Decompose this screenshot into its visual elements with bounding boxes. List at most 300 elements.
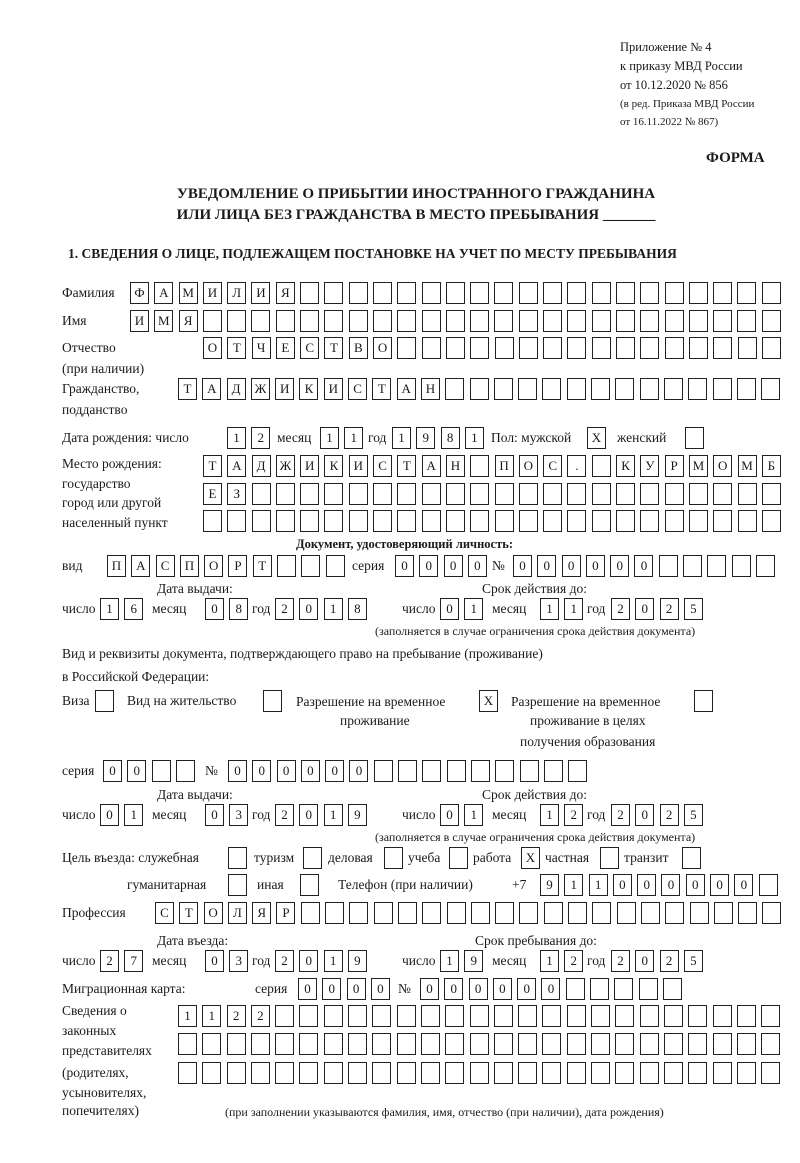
letter-cell[interactable]: 1 [124, 804, 143, 826]
letter-cell[interactable]: 1 [540, 598, 559, 620]
letter-cell[interactable] [762, 510, 781, 532]
birth-place-row2[interactable] [203, 483, 781, 505]
letter-cell[interactable] [299, 1062, 318, 1084]
letter-cell[interactable] [615, 378, 634, 400]
letter-cell[interactable] [592, 483, 611, 505]
letter-cell[interactable]: 0 [635, 950, 654, 972]
letter-cell[interactable] [762, 902, 781, 924]
letter-cell[interactable] [615, 1005, 634, 1027]
letter-cell[interactable]: А [154, 282, 173, 304]
letter-cell[interactable]: 8 [229, 598, 248, 620]
letter-cell[interactable]: А [397, 378, 416, 400]
birth-year-field[interactable] [392, 427, 484, 449]
letter-cell[interactable]: И [300, 455, 319, 477]
purpose-private-checkbox[interactable] [600, 847, 619, 869]
letter-cell[interactable] [349, 902, 368, 924]
letter-cell[interactable] [252, 483, 271, 505]
letter-cell[interactable]: П [107, 555, 126, 577]
id-number-field[interactable] [513, 555, 775, 577]
letter-cell[interactable]: 0 [444, 978, 463, 1000]
letter-cell[interactable] [445, 378, 464, 400]
residence-permit-checkbox[interactable] [263, 690, 282, 712]
letter-cell[interactable]: 9 [464, 950, 483, 972]
letter-cell[interactable]: Т [227, 337, 246, 359]
letter-cell[interactable]: И [251, 282, 270, 304]
letter-cell[interactable]: 0 [710, 874, 729, 896]
letter-cell[interactable] [665, 902, 684, 924]
letter-cell[interactable]: 0 [517, 978, 536, 1000]
letter-cell[interactable]: 1 [540, 804, 559, 826]
letter-cell[interactable] [446, 282, 465, 304]
letter-cell[interactable]: 0 [299, 950, 318, 972]
letter-cell[interactable] [276, 510, 295, 532]
letter-cell[interactable] [251, 310, 270, 332]
letter-cell[interactable] [568, 902, 587, 924]
letter-cell[interactable] [495, 510, 514, 532]
letter-cell[interactable]: 1 [320, 427, 339, 449]
letter-cell[interactable]: 0 [228, 760, 247, 782]
stay-valid-day-field[interactable] [440, 804, 483, 826]
letter-cell[interactable]: 0 [440, 804, 459, 826]
letter-cell[interactable] [446, 483, 465, 505]
letter-cell[interactable] [326, 555, 345, 577]
letter-cell[interactable] [445, 1033, 464, 1055]
letter-cell[interactable] [227, 1062, 246, 1084]
letter-cell[interactable]: 0 [420, 978, 439, 1000]
id-valid-month-field[interactable] [540, 598, 583, 620]
letter-cell[interactable] [384, 847, 403, 869]
letter-cell[interactable] [567, 282, 586, 304]
letter-cell[interactable] [397, 510, 416, 532]
stay-valid-month-field[interactable] [540, 804, 583, 826]
letter-cell[interactable] [422, 902, 441, 924]
letter-cell[interactable] [665, 337, 684, 359]
letter-cell[interactable]: 0 [371, 978, 390, 1000]
letter-cell[interactable] [397, 282, 416, 304]
letter-cell[interactable] [762, 282, 781, 304]
purpose-transit-checkbox[interactable] [682, 847, 701, 869]
letter-cell[interactable] [592, 282, 611, 304]
migration-series-field[interactable] [298, 978, 390, 1000]
letter-cell[interactable]: 2 [611, 804, 630, 826]
letter-cell[interactable] [761, 378, 780, 400]
letter-cell[interactable] [543, 282, 562, 304]
letter-cell[interactable] [567, 1062, 586, 1084]
edu-permit-checkbox[interactable] [694, 690, 713, 712]
id-series-field[interactable] [395, 555, 487, 577]
letter-cell[interactable] [567, 483, 586, 505]
letter-cell[interactable]: 0 [301, 760, 320, 782]
letter-cell[interactable] [614, 978, 633, 1000]
letter-cell[interactable] [518, 1033, 537, 1055]
letter-cell[interactable] [567, 1033, 586, 1055]
letter-cell[interactable] [422, 760, 441, 782]
letter-cell[interactable] [421, 1005, 440, 1027]
letter-cell[interactable]: 0 [103, 760, 122, 782]
letter-cell[interactable] [615, 1062, 634, 1084]
letter-cell[interactable] [447, 760, 466, 782]
letter-cell[interactable]: Ч [252, 337, 271, 359]
representatives-row2[interactable] [178, 1033, 780, 1055]
letter-cell[interactable] [690, 902, 709, 924]
letter-cell[interactable]: Е [203, 483, 222, 505]
letter-cell[interactable] [494, 1005, 513, 1027]
letter-cell[interactable] [544, 902, 563, 924]
letter-cell[interactable]: 0 [562, 555, 581, 577]
letter-cell[interactable]: 0 [205, 804, 224, 826]
letter-cell[interactable] [640, 378, 659, 400]
letter-cell[interactable] [422, 510, 441, 532]
letter-cell[interactable] [324, 282, 343, 304]
letter-cell[interactable]: 0 [613, 874, 632, 896]
letter-cell[interactable] [761, 1033, 780, 1055]
letter-cell[interactable] [567, 510, 586, 532]
letter-cell[interactable]: 0 [395, 555, 414, 577]
letter-cell[interactable] [397, 310, 416, 332]
letter-cell[interactable]: И [324, 378, 343, 400]
letter-cell[interactable]: Я [276, 282, 295, 304]
stay-until-month-field[interactable] [540, 950, 583, 972]
letter-cell[interactable]: Е [276, 337, 295, 359]
letter-cell[interactable] [495, 337, 514, 359]
letter-cell[interactable] [397, 483, 416, 505]
letter-cell[interactable] [301, 902, 320, 924]
letter-cell[interactable]: 8 [348, 598, 367, 620]
letter-cell[interactable] [688, 1062, 707, 1084]
letter-cell[interactable]: 0 [493, 978, 512, 1000]
letter-cell[interactable] [761, 1062, 780, 1084]
letter-cell[interactable]: Т [178, 378, 197, 400]
stay-number-field[interactable] [228, 760, 587, 782]
letter-cell[interactable]: 1 [464, 598, 483, 620]
representatives-row3[interactable] [178, 1062, 780, 1084]
letter-cell[interactable]: 9 [540, 874, 559, 896]
letter-cell[interactable]: А [227, 455, 246, 477]
letter-cell[interactable] [713, 337, 732, 359]
letter-cell[interactable] [542, 1005, 561, 1027]
letter-cell[interactable]: 0 [298, 978, 317, 1000]
letter-cell[interactable]: 2 [275, 598, 294, 620]
letter-cell[interactable]: 1 [202, 1005, 221, 1027]
letter-cell[interactable] [398, 760, 417, 782]
letter-cell[interactable]: 0 [661, 874, 680, 896]
letter-cell[interactable] [349, 282, 368, 304]
letter-cell[interactable] [349, 483, 368, 505]
birth-place-row1[interactable] [203, 455, 781, 477]
letter-cell[interactable]: 0 [419, 555, 438, 577]
letter-cell[interactable] [519, 483, 538, 505]
letter-cell[interactable] [227, 510, 246, 532]
letter-cell[interactable] [300, 310, 319, 332]
letter-cell[interactable]: 1 [324, 804, 343, 826]
letter-cell[interactable]: 1 [344, 427, 363, 449]
letter-cell[interactable] [299, 1033, 318, 1055]
letter-cell[interactable] [519, 310, 538, 332]
letter-cell[interactable] [202, 1062, 221, 1084]
letter-cell[interactable]: Р [228, 555, 247, 577]
letter-cell[interactable] [665, 483, 684, 505]
letter-cell[interactable] [494, 282, 513, 304]
letter-cell[interactable]: С [300, 337, 319, 359]
entry-day-field[interactable] [100, 950, 143, 972]
visa-checkbox[interactable] [95, 690, 114, 712]
letter-cell[interactable] [397, 1005, 416, 1027]
letter-cell[interactable] [592, 337, 611, 359]
letter-cell[interactable] [471, 760, 490, 782]
letter-cell[interactable]: 9 [348, 950, 367, 972]
letter-cell[interactable]: 0 [513, 555, 532, 577]
stay-valid-year-field[interactable] [611, 804, 703, 826]
letter-cell[interactable]: И [130, 310, 149, 332]
letter-cell[interactable] [373, 282, 392, 304]
letter-cell[interactable] [543, 310, 562, 332]
letter-cell[interactable]: 0 [586, 555, 605, 577]
letter-cell[interactable] [663, 978, 682, 1000]
letter-cell[interactable] [738, 902, 757, 924]
letter-cell[interactable] [707, 555, 726, 577]
letter-cell[interactable] [152, 760, 171, 782]
letter-cell[interactable] [592, 310, 611, 332]
citizenship-field[interactable] [178, 378, 780, 400]
letter-cell[interactable] [694, 690, 713, 712]
letter-cell[interactable]: И [275, 378, 294, 400]
letter-cell[interactable] [178, 1033, 197, 1055]
letter-cell[interactable] [664, 378, 683, 400]
letter-cell[interactable] [422, 337, 441, 359]
letter-cell[interactable]: 0 [349, 760, 368, 782]
letter-cell[interactable] [689, 337, 708, 359]
letter-cell[interactable]: З [227, 483, 246, 505]
letter-cell[interactable]: М [738, 455, 757, 477]
letter-cell[interactable] [664, 1033, 683, 1055]
letter-cell[interactable] [592, 510, 611, 532]
stay-issue-day-field[interactable] [100, 804, 143, 826]
letter-cell[interactable]: 1 [440, 950, 459, 972]
letter-cell[interactable]: Т [203, 455, 222, 477]
letter-cell[interactable] [689, 282, 708, 304]
letter-cell[interactable]: Ж [251, 378, 270, 400]
letter-cell[interactable]: С [348, 378, 367, 400]
letter-cell[interactable] [251, 1033, 270, 1055]
letter-cell[interactable]: Ж [276, 455, 295, 477]
letter-cell[interactable]: 0 [469, 978, 488, 1000]
letter-cell[interactable] [518, 378, 537, 400]
letter-cell[interactable] [737, 1062, 756, 1084]
letter-cell[interactable] [591, 378, 610, 400]
letter-cell[interactable]: А [202, 378, 221, 400]
profession-field[interactable] [155, 902, 781, 924]
letter-cell[interactable] [591, 1033, 610, 1055]
letter-cell[interactable] [348, 1005, 367, 1027]
letter-cell[interactable]: Ф [130, 282, 149, 304]
name-field[interactable] [130, 310, 781, 332]
migration-number-field[interactable] [420, 978, 682, 1000]
stay-until-day-field[interactable] [440, 950, 483, 972]
letter-cell[interactable] [176, 760, 195, 782]
letter-cell[interactable] [470, 1062, 489, 1084]
letter-cell[interactable]: 9 [416, 427, 435, 449]
letter-cell[interactable] [520, 760, 539, 782]
letter-cell[interactable] [470, 483, 489, 505]
letter-cell[interactable]: И [349, 455, 368, 477]
letter-cell[interactable] [398, 902, 417, 924]
letter-cell[interactable] [640, 337, 659, 359]
letter-cell[interactable] [762, 337, 781, 359]
letter-cell[interactable]: 2 [660, 598, 679, 620]
letter-cell[interactable]: 9 [348, 804, 367, 826]
letter-cell[interactable] [737, 310, 756, 332]
sex-female-checkbox[interactable] [685, 427, 704, 449]
letter-cell[interactable] [543, 510, 562, 532]
letter-cell[interactable]: 0 [637, 874, 656, 896]
letter-cell[interactable] [640, 1062, 659, 1084]
letter-cell[interactable] [275, 1005, 294, 1027]
letter-cell[interactable] [688, 1033, 707, 1055]
letter-cell[interactable] [592, 455, 611, 477]
letter-cell[interactable] [275, 1033, 294, 1055]
letter-cell[interactable] [665, 510, 684, 532]
letter-cell[interactable] [324, 1033, 343, 1055]
patronymic-field[interactable] [203, 337, 781, 359]
letter-cell[interactable]: 2 [275, 950, 294, 972]
letter-cell[interactable]: 0 [277, 760, 296, 782]
letter-cell[interactable]: О [519, 455, 538, 477]
letter-cell[interactable] [494, 1033, 513, 1055]
letter-cell[interactable] [397, 1062, 416, 1084]
letter-cell[interactable] [470, 282, 489, 304]
letter-cell[interactable] [374, 760, 393, 782]
letter-cell[interactable] [349, 510, 368, 532]
letter-cell[interactable] [659, 555, 678, 577]
letter-cell[interactable]: 2 [275, 804, 294, 826]
letter-cell[interactable] [518, 1062, 537, 1084]
letter-cell[interactable] [640, 483, 659, 505]
letter-cell[interactable] [422, 483, 441, 505]
letter-cell[interactable] [471, 902, 490, 924]
letter-cell[interactable]: 1 [564, 598, 583, 620]
temp-permit-checkbox[interactable] [479, 690, 498, 712]
letter-cell[interactable] [324, 1005, 343, 1027]
letter-cell[interactable]: 2 [564, 804, 583, 826]
purpose-work-checkbox[interactable] [521, 847, 540, 869]
letter-cell[interactable] [373, 483, 392, 505]
id-valid-day-field[interactable] [440, 598, 483, 620]
letter-cell[interactable]: 6 [124, 598, 143, 620]
letter-cell[interactable] [665, 310, 684, 332]
letter-cell[interactable] [689, 310, 708, 332]
id-valid-year-field[interactable] [611, 598, 703, 620]
stay-issue-month-field[interactable] [205, 804, 248, 826]
letter-cell[interactable]: 8 [441, 427, 460, 449]
letter-cell[interactable] [616, 483, 635, 505]
letter-cell[interactable] [665, 282, 684, 304]
id-kind-field[interactable] [107, 555, 345, 577]
letter-cell[interactable]: С [155, 902, 174, 924]
letter-cell[interactable]: 2 [564, 950, 583, 972]
letter-cell[interactable]: 0 [322, 978, 341, 1000]
letter-cell[interactable]: 1 [324, 598, 343, 620]
letter-cell[interactable]: 0 [610, 555, 629, 577]
letter-cell[interactable] [566, 978, 585, 1000]
letter-cell[interactable] [713, 1033, 732, 1055]
letter-cell[interactable] [568, 760, 587, 782]
letter-cell[interactable] [251, 1062, 270, 1084]
letter-cell[interactable] [446, 337, 465, 359]
letter-cell[interactable]: 1 [392, 427, 411, 449]
letter-cell[interactable] [470, 1005, 489, 1027]
letter-cell[interactable]: 0 [734, 874, 753, 896]
letter-cell[interactable] [227, 310, 246, 332]
letter-cell[interactable]: А [422, 455, 441, 477]
letter-cell[interactable]: Л [228, 902, 247, 924]
letter-cell[interactable] [641, 902, 660, 924]
letter-cell[interactable]: С [373, 455, 392, 477]
letter-cell[interactable]: Н [446, 455, 465, 477]
letter-cell[interactable] [542, 1033, 561, 1055]
letter-cell[interactable] [422, 282, 441, 304]
letter-cell[interactable] [683, 555, 702, 577]
letter-cell[interactable] [685, 427, 704, 449]
letter-cell[interactable] [276, 310, 295, 332]
purpose-business-checkbox[interactable] [384, 847, 403, 869]
letter-cell[interactable]: Б [762, 455, 781, 477]
letter-cell[interactable] [640, 1033, 659, 1055]
letter-cell[interactable]: Я [252, 902, 271, 924]
letter-cell[interactable] [324, 310, 343, 332]
entry-year-field[interactable] [275, 950, 367, 972]
letter-cell[interactable]: М [154, 310, 173, 332]
letter-cell[interactable] [732, 555, 751, 577]
letter-cell[interactable]: 0 [686, 874, 705, 896]
letter-cell[interactable] [567, 1005, 586, 1027]
letter-cell[interactable] [324, 1062, 343, 1084]
letter-cell[interactable] [300, 282, 319, 304]
letter-cell[interactable] [592, 902, 611, 924]
letter-cell[interactable]: О [713, 455, 732, 477]
letter-cell[interactable] [228, 874, 247, 896]
letter-cell[interactable]: О [204, 902, 223, 924]
letter-cell[interactable]: М [689, 455, 708, 477]
letter-cell[interactable] [373, 510, 392, 532]
letter-cell[interactable] [95, 690, 114, 712]
letter-cell[interactable] [300, 510, 319, 532]
letter-cell[interactable]: 0 [537, 555, 556, 577]
letter-cell[interactable]: 0 [299, 804, 318, 826]
letter-cell[interactable]: К [324, 455, 343, 477]
letter-cell[interactable] [300, 874, 319, 896]
letter-cell[interactable] [276, 483, 295, 505]
letter-cell[interactable]: 0 [444, 555, 463, 577]
letter-cell[interactable]: 0 [100, 804, 119, 826]
letter-cell[interactable]: 5 [684, 804, 703, 826]
letter-cell[interactable]: 2 [660, 804, 679, 826]
letter-cell[interactable] [324, 510, 343, 532]
purpose-tourism-checkbox[interactable] [303, 847, 322, 869]
letter-cell[interactable] [543, 337, 562, 359]
letter-cell[interactable]: П [495, 455, 514, 477]
letter-cell[interactable] [542, 1062, 561, 1084]
letter-cell[interactable] [348, 1033, 367, 1055]
letter-cell[interactable] [615, 1033, 634, 1055]
letter-cell[interactable] [544, 760, 563, 782]
letter-cell[interactable] [421, 1033, 440, 1055]
letter-cell[interactable]: Я [179, 310, 198, 332]
letter-cell[interactable]: 2 [660, 950, 679, 972]
letter-cell[interactable] [640, 1005, 659, 1027]
letter-cell[interactable]: X [479, 690, 498, 712]
letter-cell[interactable] [713, 310, 732, 332]
letter-cell[interactable]: 2 [227, 1005, 246, 1027]
